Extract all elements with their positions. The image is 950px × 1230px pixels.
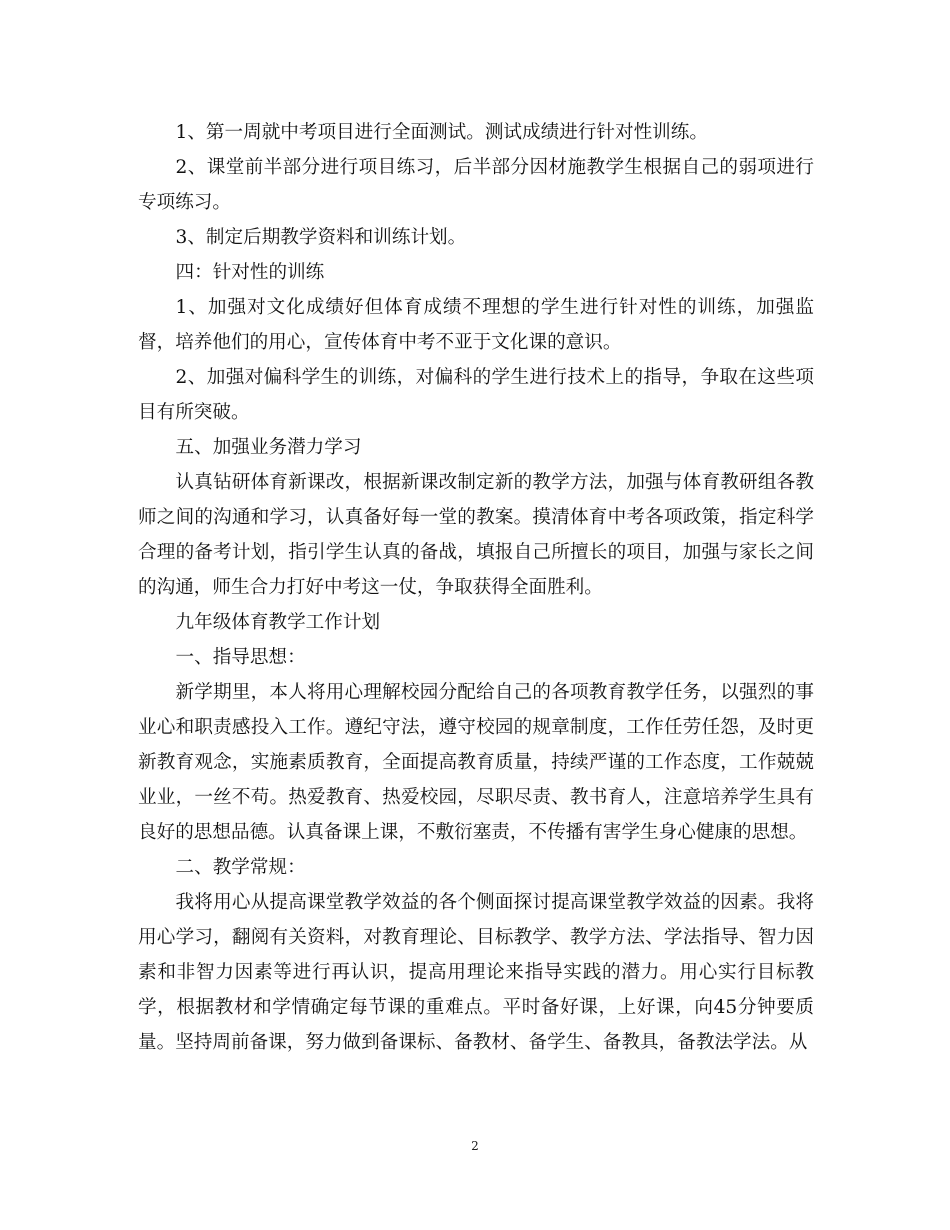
paragraph-13: 我将用心从提高课堂教学效益的各个侧面探讨提高课堂教学效益的因素。我将用心学习，翻阅有关资料，对教育理论、目标教学、教学方法、学法指导、智力因素和非智力因素等进行再认识，提高用理论来指导实践的潜力。用心实行目标教学，根据教材和学情确定每节课的重难点。平时备好课，上好课，向45分钟要质量。坚持周前备课，努力做到备课标、备教材、备学生、备教具，备教法学法。从 (138, 892, 814, 1053)
paragraph-8: 认真钻研体育新课改，根据新课改制定新的教学方法，加强与体育教研组各教师之间的沟通和学习，认真备好每一堂的教案。摸清体育中考各项政策，指定科学合理的备考计划，指引学生认真的备战，填报自己所擅长的项目，加强与家长之间的沟通，师生合力打好中考这一仗，争取获得全面胜利。 (138, 472, 814, 598)
paragraph-5: 1、加强对文化成绩好但体育成绩不理想的学生进行针对性的训练，加强监督，培养他们的用心，宣传体育中考不亚于文化课的意识。 (138, 297, 814, 353)
section-heading-5: 五、加强业务潜力学习 (175, 437, 362, 458)
paragraph-1: 1、第一周就中考项目进行全面测试。测试成绩进行针对性训练。 (175, 122, 708, 143)
document-body (138, 115, 814, 1060)
section-heading-guiding-thought: 一、指导思想： (175, 647, 306, 668)
section-heading-4: 四：针对性的训练 (175, 262, 325, 283)
page-number: 2 (471, 1139, 479, 1153)
section-heading-teaching-routine: 二、教学常规： (175, 857, 306, 878)
paragraph-11: 新学期里，本人将用心理解校园分配给自己的各项教育教学任务，以强烈的事业心和职责感投入工作。遵纪守法，遵守校园的规章制度，工作任劳任怨，及时更新教育观念，实施素质教育，全面提高教育质量，持续严谨的工作态度，工作兢兢业业，一丝不苟。热爱教育、热爱校园，尽职尽责、教书育人，注意培养学生具有良好的思想品德。认真备课上课，不敷衍塞责，不传播有害学生身心健康的思想。 (138, 682, 814, 843)
paragraph-6: 2、加强对偏科学生的训练，对偏科的学生进行技术上的指导，争取在这些项目有所突破。 (138, 367, 814, 423)
paragraph-2: 2、课堂前半部分进行项目练习，后半部分因材施教学生根据自己的弱项进行专项练习。 (138, 157, 814, 213)
paragraph-3: 3、制定后期教学资料和训练计划。 (175, 227, 467, 248)
document-subtitle: 九年级体育教学工作计划 (175, 612, 381, 633)
